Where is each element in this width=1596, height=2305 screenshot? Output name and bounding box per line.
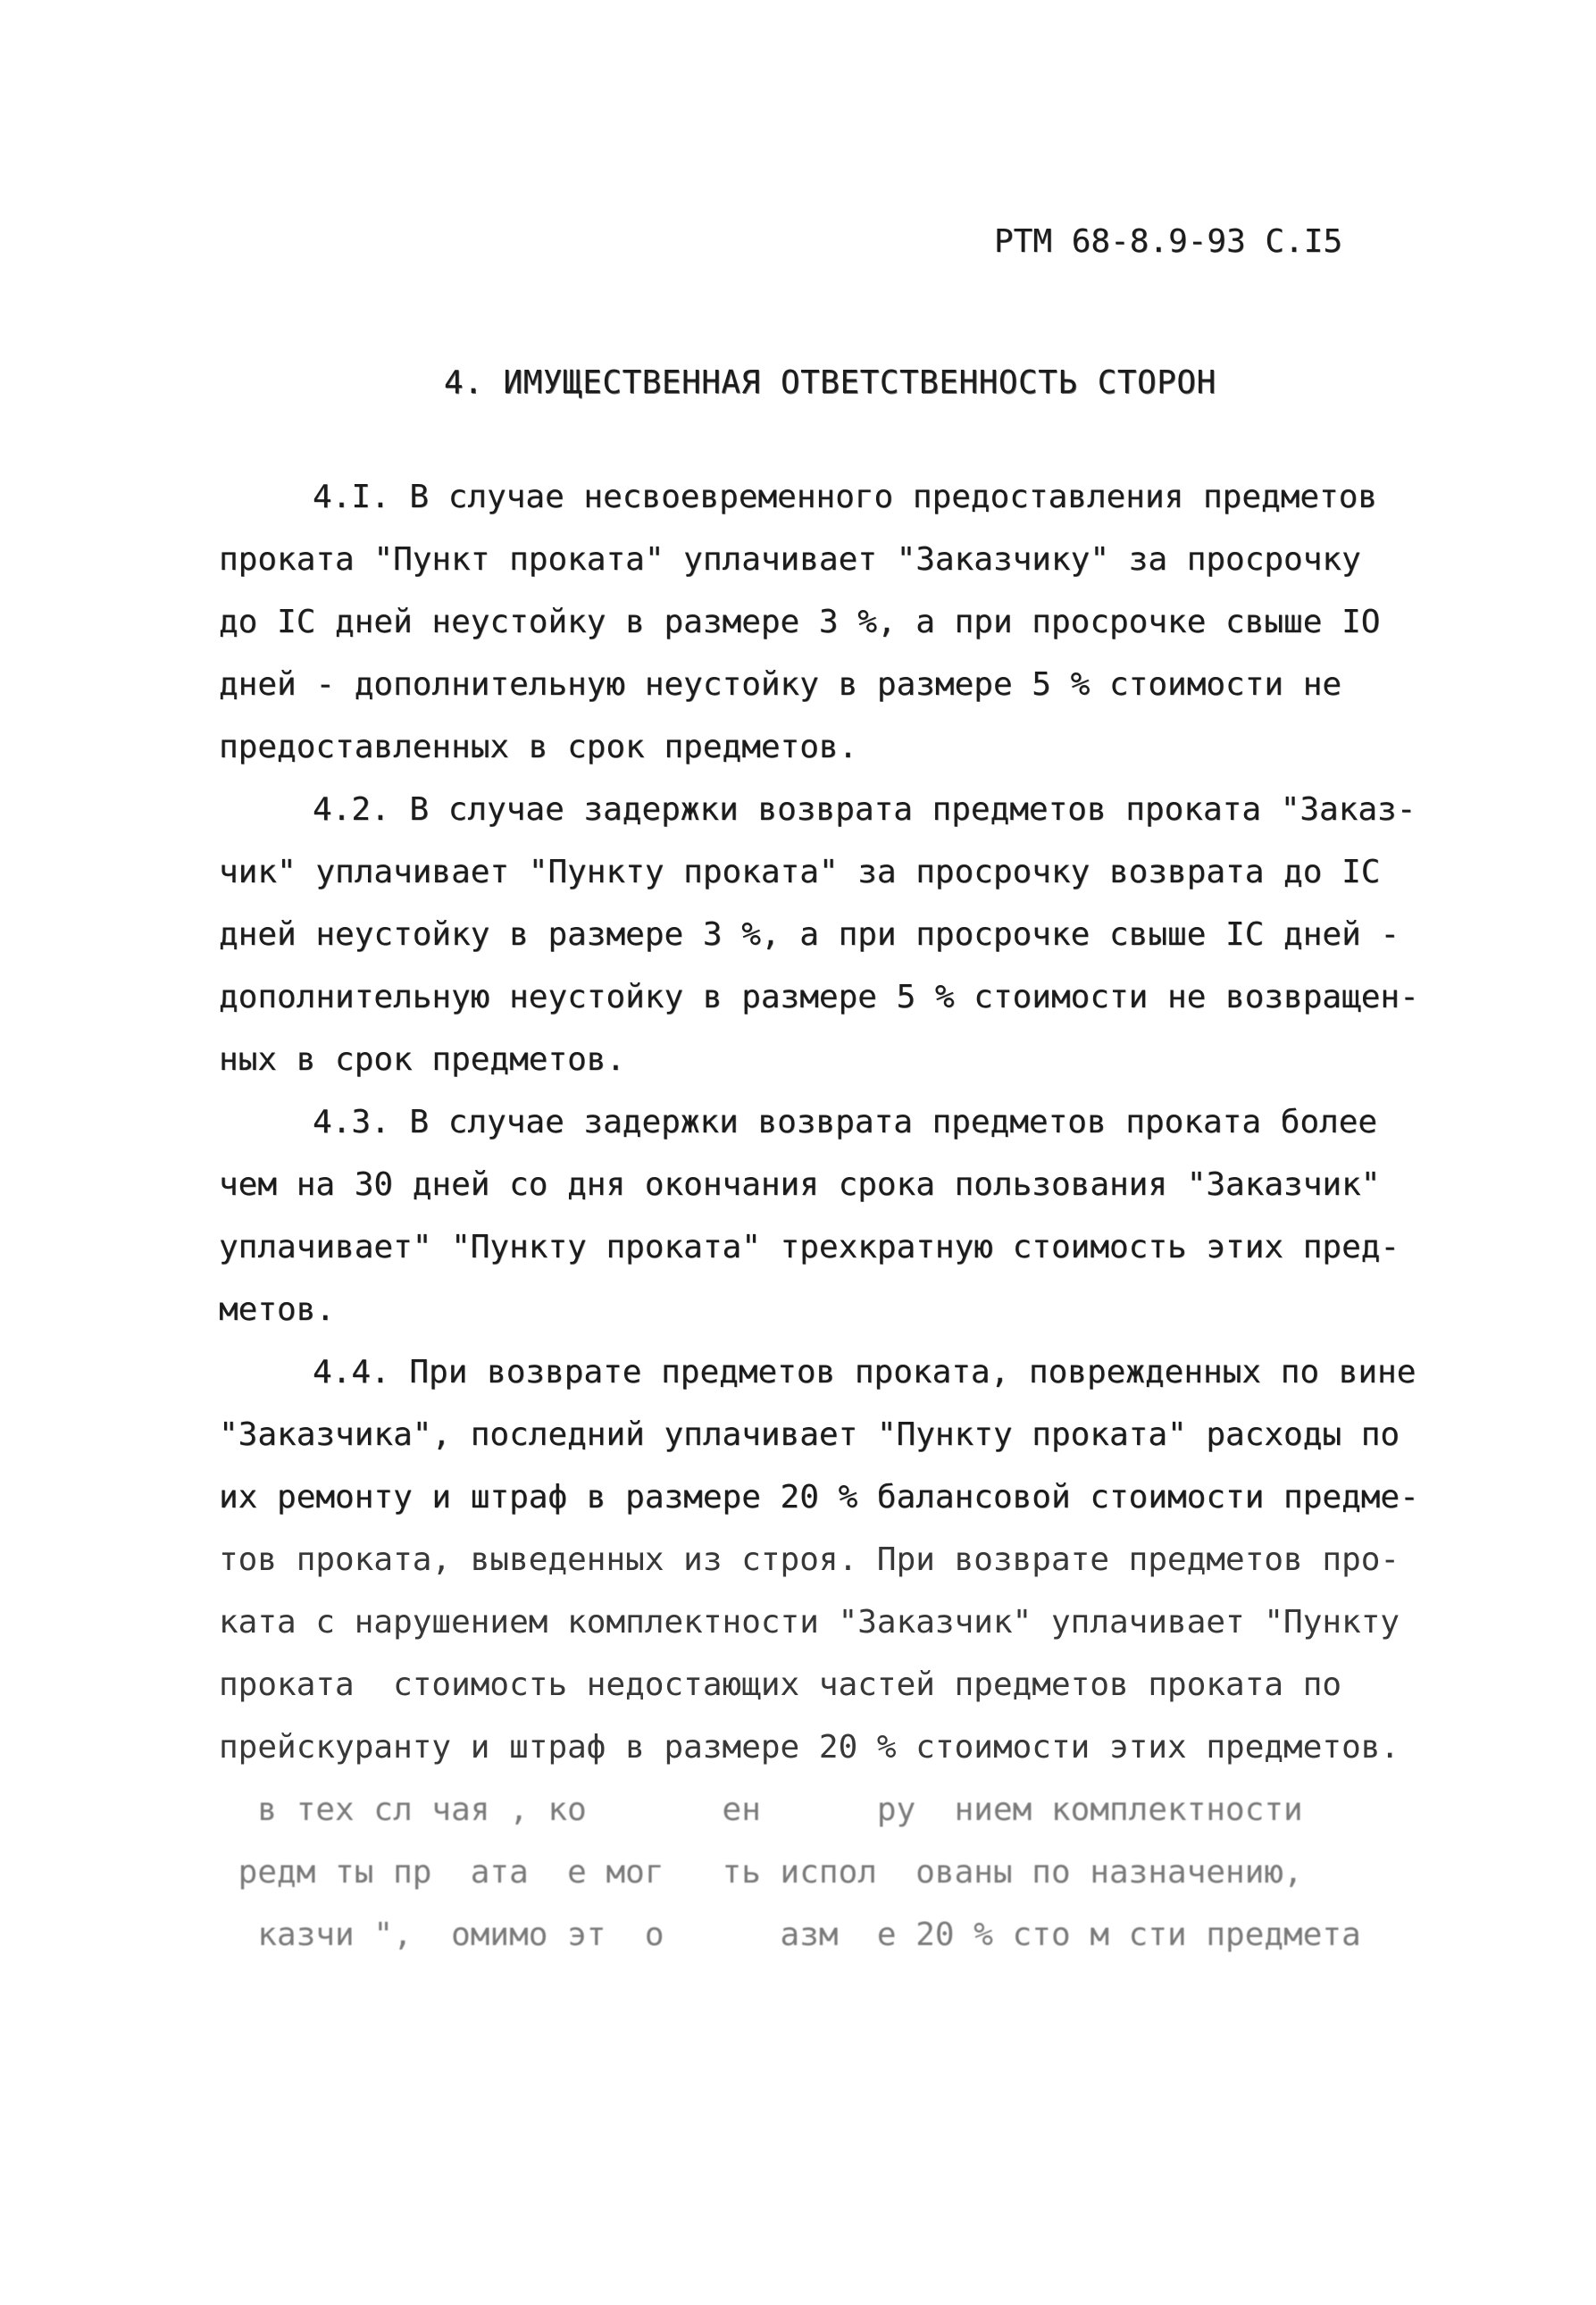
text-line: их ремонту и штраф в размере 20 % балансовой стоимости предме-	[219, 1479, 1419, 1516]
text-line: чик" уплачивает "Пункту проката" за просрочку возврата до IС	[219, 854, 1381, 890]
text-line: редм ты пр ата е мог ть испол ованы по назначению,	[219, 1854, 1303, 1891]
text-line: предоставленных в срок предметов.	[219, 729, 858, 765]
text-line: метов.	[219, 1291, 336, 1328]
text-line: 4.3. В случае задержки возврата предметов проката более	[313, 1104, 1378, 1140]
text-line: прейскуранту и штраф в размере 20 % стоимости этих предметов.	[219, 1729, 1400, 1766]
section-title: 4. ИМУЩЕСТВЕННАЯ ОТВЕТСТВЕННОСТЬ СТОРОН	[444, 364, 1216, 401]
text-line: казчи ", омимо эт о азм е 20 % сто м сти предмета	[219, 1917, 1361, 1953]
text-line: проката стоимость недостающих частей предметов проката по	[219, 1666, 1342, 1703]
document-code: РТМ 68-8.9-93 С.I5	[994, 223, 1343, 260]
document-body	[219, 466, 1469, 1967]
text-line: дополнительную неустойку в размере 5 % стоимости не возвращен-	[219, 979, 1419, 1015]
text-line: тов проката, выведенных из строя. При возврате предметов про-	[219, 1541, 1400, 1578]
text-line: дней неустойку в размере 3 %, а при просрочке свыше IС дней -	[219, 916, 1400, 953]
text-line: "Заказчика", последний уплачивает "Пункту проката" расходы по	[219, 1416, 1400, 1453]
text-line: ных в срок предметов.	[219, 1041, 626, 1078]
text-line: чем на 30 дней со дня окончания срока пользования "Заказчик"	[219, 1166, 1381, 1203]
text-line: ката с нарушением комплектности "Заказчик" уплачивает "Пункту	[219, 1604, 1400, 1641]
text-line: проката "Пункт проката" уплачивает "Заказчику" за просрочку	[219, 541, 1361, 578]
text-line: 4.I. В случае несвоевременного предоставления предметов	[313, 479, 1378, 515]
text-line: 4.2. В случае задержки возврата предметов проката "Заказ-	[313, 791, 1416, 828]
text-line: в тех сл чая , ко ен ру нием комплектности	[219, 1791, 1303, 1828]
text-line: 4.4. При возврате предметов проката, поврежденных по вине	[313, 1354, 1416, 1391]
text-line: уплачивает" "Пункту проката" трехкратную стоимость этих пред-	[219, 1229, 1400, 1265]
text-line: до IС дней неустойку в размере 3 %, а при просрочке свыше IО	[219, 604, 1381, 640]
text-line: дней - дополнительную неустойку в размере 5 % стоимости не	[219, 666, 1342, 703]
